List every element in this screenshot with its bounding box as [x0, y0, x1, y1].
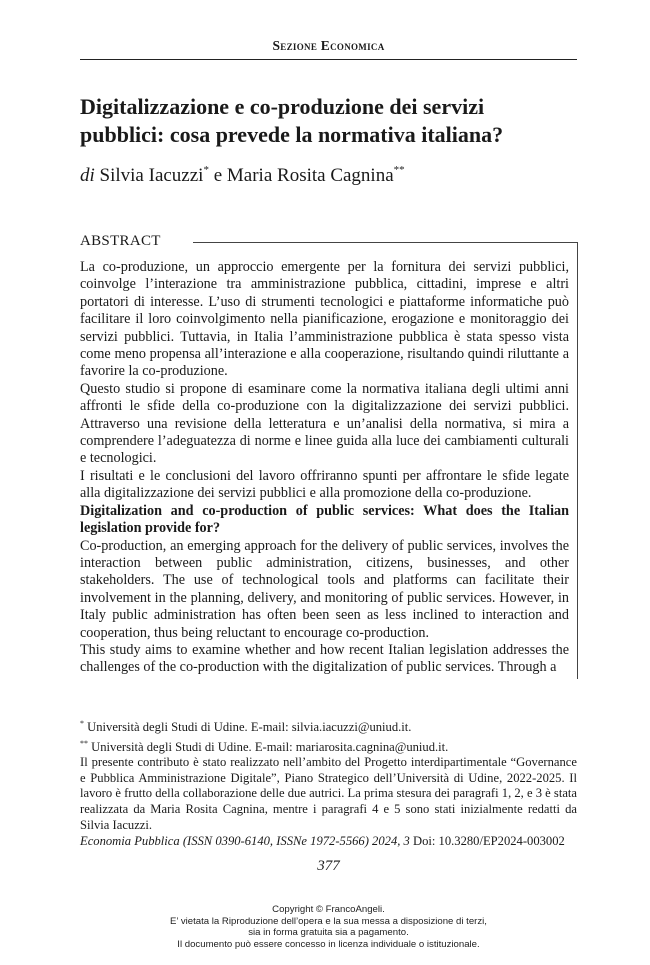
page-number: 377	[317, 858, 340, 874]
author-1: Silvia Iacuzzi	[99, 165, 204, 186]
abstract-en-paragraph-2: This study aims to examine whether and how recent Italian legislation addresses the challenges of the co-production with the digitalization of public services. Through a	[80, 641, 569, 676]
footnote-2-text: Università degli Studi di Udine. E-mail: mariarosita.cagnina@uniud.it.	[91, 739, 449, 754]
authors-prefix: di	[80, 165, 95, 186]
footnote-1-text: Università degli Studi di Udine. E-mail: silvia.iacuzzi@uniud.it.	[87, 720, 412, 734]
footnote-2-mark: **	[80, 738, 88, 748]
abstract-label: ABSTRACT	[80, 233, 161, 249]
footnote-2	[80, 736, 577, 756]
abstract-en-paragraph-1: Co-production, an emerging approach for the delivery of public services, involves the interaction between public administration, citizens, businesses, and other stakeholders. The use of technological tools and platforms can facilitate their involvement in the planning, delivery, and monitoring of public services. However, in Italy public administration has often been seen as less inclined to interaction and cooperation, thus being reluctant to encourage co-production.	[80, 537, 569, 641]
section-header: Sezione Economica	[272, 38, 385, 53]
abstract-it-paragraph-1: La co-produzione, un approccio emergente per la fornitura dei servizi pubblici, coinvolge l’interazione tra amministrazione pubblica, cittadini, imprese e altri portatori di interesse. L’uso di strumenti tecnologici e piattaforme informatiche può facilitare il loro coinvolgimento nella pianificazione, erogazione e monitoraggio dei servizi pubblici. Tuttavia, in Italia l’amministrazione pubblica è stata spesso vista come meno propensa all’interazione e alla cooperazione, risultando quindi riluttante a favorire la co-produzione.	[80, 259, 569, 380]
author-line	[80, 158, 580, 188]
footnotes	[80, 716, 577, 833]
doi: Doi: 10.3280/EP2024-003002	[413, 834, 565, 848]
copyright-line-2: E’ vietata la Riproduzione dell’opera e la sua messa a disposizione di terzi,	[170, 915, 487, 927]
author-2: Maria Rosita Cagnina	[226, 165, 394, 186]
authors-conjunction: e	[213, 165, 223, 186]
copyright-line-4: Il documento può essere concesso in licenza individuale o istituzionale.	[177, 938, 480, 950]
title-line-2: pubblici: cosa prevede la normativa italiana?	[80, 122, 504, 147]
abstract-it-paragraph-2: Questo studio si propone di esaminare come la normativa italiana degli ultimi anni affronti le sfide della co-produzione con la digitalizzazione dei servizi pubblici. Attraverso una revisione della letteratura e un’analisi della normativa, si mira a comprendere l’adeguatezza di norme e linee guida alla luce dei cambiamenti culturali e tecnologici.	[80, 380, 569, 467]
copyright-line-3: sia in forma gratuita sia a pagamento.	[248, 927, 409, 938]
abstract-en-title: Digitalization and co-production of public services: What does the Italian legislation provide for?	[80, 502, 569, 537]
footnote-1-mark: *	[80, 719, 84, 728]
article-title	[80, 93, 580, 149]
footnote-3: Il presente contributo è stato realizzato nell’ambito del Progetto interdipartimentale “Governance e Pubblica Amministrazione Digitale”, Piano Strategico dell’Università di Udine, 2022-2025. Il lavoro è frutto della collaborazione delle due autrici. La prima stesura dei paragrafi 1, 2, e 3 è stata realizzata da Maria Rosita Cagnina, mentre i paragrafi 4 e 5 sono stati inizialmente redatti da Silvia Iacuzzi.	[80, 755, 577, 832]
title-line-1: Digitalizzazione e co-produzione dei servizi	[80, 94, 485, 119]
abstract-it-paragraph-3: I risultati e le conclusioni del lavoro offriranno spunti per affrontare le sfide legate alla digitalizzazione dei servizi pubblici e alla promozione della co-produzione.	[80, 467, 569, 502]
author-1-footnote-mark: *	[203, 164, 209, 176]
header-rule	[80, 59, 577, 60]
copyright-line-1: Copyright © FrancoAngeli.	[272, 904, 385, 915]
footnote-1	[80, 716, 577, 736]
citation-line	[80, 833, 577, 849]
author-2-footnote-mark: **	[393, 164, 405, 176]
copyright-notice	[80, 904, 577, 950]
journal-reference: Economia Pubblica (ISSN 0390-6140, ISSNe 1972-5566) 2024, 3	[80, 834, 410, 848]
abstract-body	[80, 259, 569, 677]
